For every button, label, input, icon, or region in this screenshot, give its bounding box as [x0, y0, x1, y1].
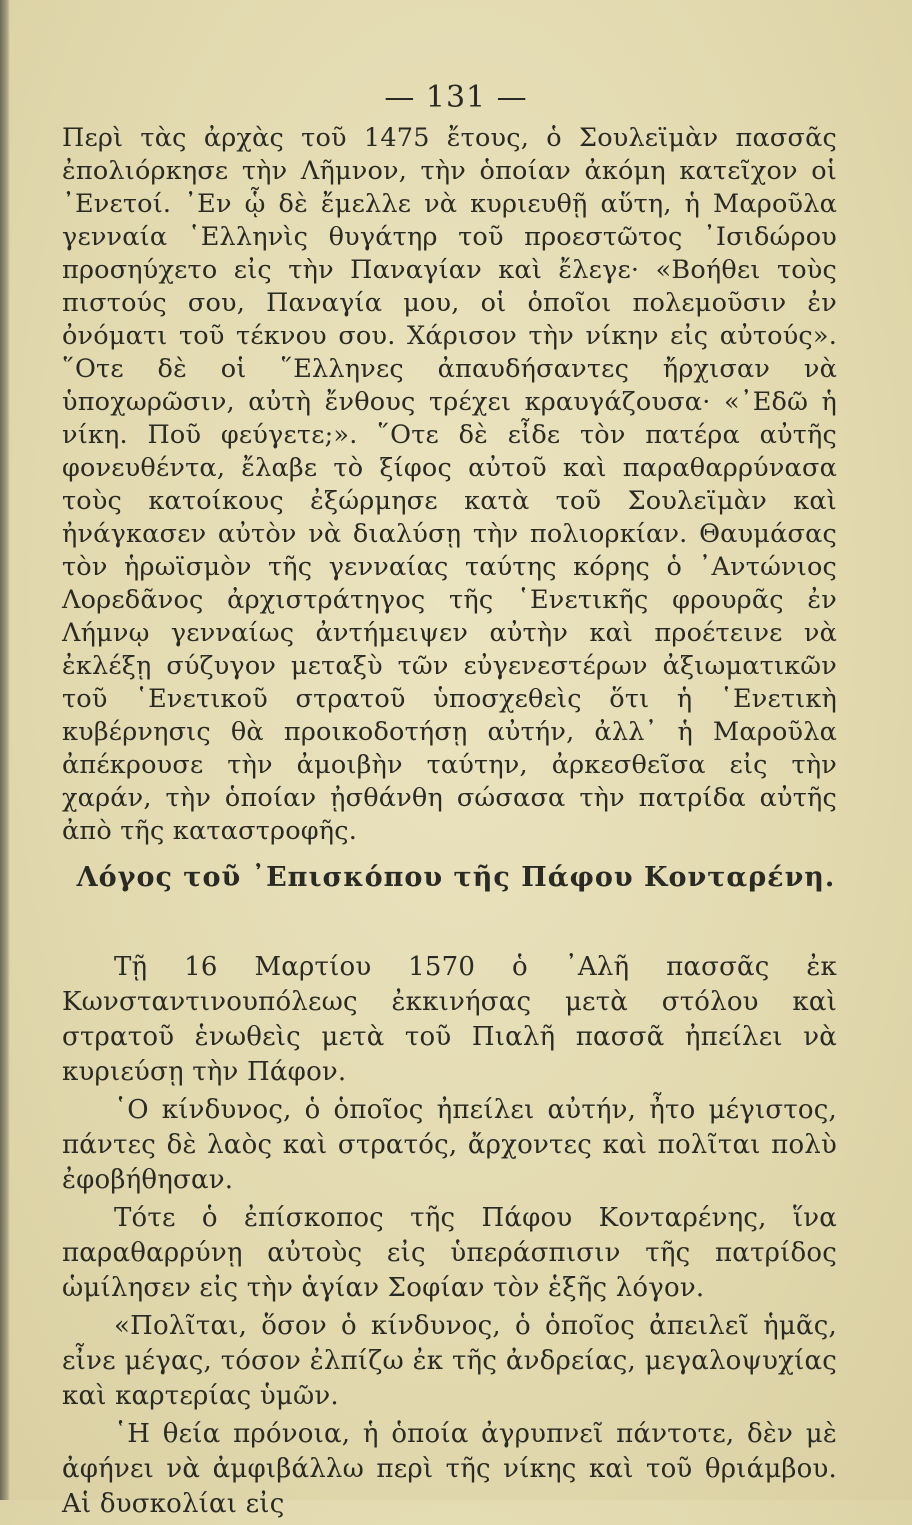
page-binding-edge: [0, 0, 10, 1500]
speech-block: [62, 950, 837, 1525]
paragraph: ῾Ο κίνδυνος, ὁ ὁποῖος ἠπείλει αὐτήν, ἦτο μέγιστος, πάντες δὲ λαὸς καὶ στρατός, ἄρχοντες καὶ πολῖται πολὺ ἐφοβήθησαν.: [62, 1095, 837, 1195]
paragraph: Τότε ὁ ἐπίσκοπος τῆς Πάφου Κονταρένης, ἵνα παραθαρρύνῃ αὐτοὺς εἰς ὑπεράσπισιν τῆς πατρίδος ὡμίλησεν εἰς τὴν ἁγίαν Σοφίαν τὸν ἑξῆς λόγον.: [62, 1203, 837, 1303]
page-number: — 131 —: [384, 80, 528, 115]
paragraph: Τῇ 16 Μαρτίου 1570 ὁ ᾿Αλῆ πασσᾶς ἐκ Κωνσταντινουπόλεως ἐκκινήσας μετὰ στόλου καὶ στρατοῦ ἑνωθεὶς μετὰ τοῦ Πιαλῆ πασσᾶ ἠπείλει νὰ κυριεύσῃ τὴν Πάφον.: [62, 952, 837, 1087]
paragraph-maroula: Περὶ τὰς ἀρχὰς τοῦ 1475 ἔτους, ὁ Σουλεϊμὰν πασσᾶς ἐπολιόρκησε τὴν Λῆμνον, τὴν ὁποίαν ἀκόμη κατεῖχον οἱ ᾿Ενετοί. ᾿Εν ᾧ δὲ ἔμελλε νὰ κυριευθῇ αὕτη, ἡ Μαροῦλα γενναία ῾Ελληνὶς θυγάτηρ τοῦ προεστῶτος ᾿Ισιδώρου προσηύχετο εἰς τὴν Παναγίαν καὶ ἔλεγε· «Βοήθει τοὺς πιστούς σου, Παναγία μου, οἱ ὁποῖοι πολεμοῦσιν ἐν ὀνόματι τοῦ τέκνου σου. Χάρισον τὴν νίκην εἰς αὐτούς». ῞Οτε δὲ οἱ ῞Ελληνες ἀπαυδήσαντες ἤρχισαν νὰ ὑποχωρῶσιν, αὐτὴ ἔνθους τρέχει κραυγάζουσα· «᾿Εδῶ ἡ νίκη. Ποῦ φεύγετε;». ῞Οτε δὲ εἶδε τὸν πατέρα αὐτῆς φονευθέντα, ἔλαβε τὸ ξίφος αὐτοῦ καὶ παραθαρρύνασα τοὺς κατοίκους ἐξώρμησε κατὰ τοῦ Σουλεϊμὰν καὶ ἠνάγκασεν αὐτὸν νὰ διαλύσῃ τὴν πολιορκίαν. Θαυμάσας τὸν ἡρωϊσμὸν τῆς γενναίας ταύτης κόρης ὁ ᾿Αντώνιος Λορεδᾶνος ἀρχιστράτηγος τῆς ῾Ενετικῆς φρουρᾶς ἐν Λήμνῳ γενναίως ἀντήμειψεν αὐτὴν καὶ προέτεινε νὰ ἐκλέξῃ σύζυγον μεταξὺ τῶν εὐγενεστέρων ἀξιωματικῶν τοῦ ῾Ενετικοῦ στρατοῦ ὑποσχεθεὶς ὅτι ἡ ῾Ενετικὴ κυβέρνησις θὰ προικοδοτήσῃ αὐτήν, ἀλλ᾿ ἡ Μαροῦλα ἀπέκρουσε τὴν ἀμοιβὴν ταύτην, ἀρκεσθεῖσα εἰς τὴν χαράν, τὴν ὁποίαν ᾐσθάνθη σώσασα τὴν πατρίδα αὐτῆς ἀπὸ τῆς καταστροφῆς.: [62, 123, 837, 846]
narrative-block: [62, 122, 837, 848]
paragraph: ῾Η θεία πρόνοια, ἡ ὁποία ἀγρυπνεῖ πάντοτε, δὲν μὲ ἀφήνει νὰ ἀμφιβάλλω περὶ τῆς νίκης καὶ τοῦ θριάμβου. Αἱ δυσκολίαι εἰς: [62, 1419, 837, 1519]
paragraph: «Πολῖται, ὅσον ὁ κίνδυνος, ὁ ὁποῖος ἀπειλεῖ ἡμᾶς, εἶνε μέγας, τόσον ἐλπίζω ἐκ τῆς ἀνδρείας, μεγαλοψυχίας καὶ καρτερίας ὑμῶν.: [62, 1311, 837, 1411]
section-heading: Λόγος τοῦ ᾿Επισκόπου τῆς Πάφου Κονταρένη.: [76, 862, 836, 893]
